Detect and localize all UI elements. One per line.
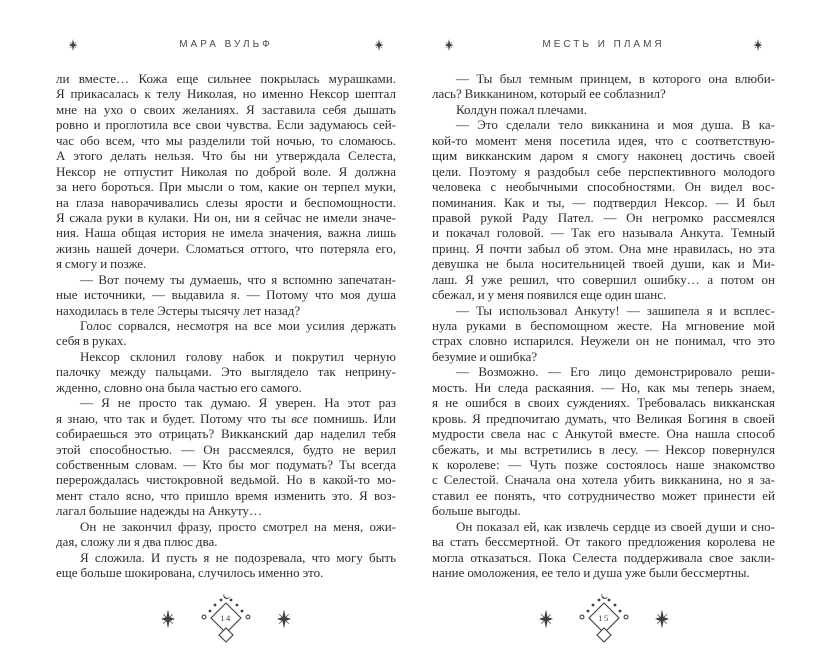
moon-crescent-icon	[223, 593, 230, 599]
sparkle-star-icon	[66, 38, 80, 52]
sparkle-star-icon	[372, 38, 386, 52]
text-line: — Возможно. — Его лицо демонстрировало реши-	[456, 364, 775, 380]
text-line: мудрости свела нас с Анкутой вместе. Она нашла способ	[432, 426, 775, 442]
text-line: больше выгоды.	[432, 503, 521, 519]
text-line: Я сложила. И пусть я не подозревала, что могу быть	[80, 549, 396, 565]
text-line: находилась в теле Эстеры тысячу лет назад?	[56, 302, 301, 318]
text-line: Я прикасалась к телу Николая, но именно Нексор шептал	[56, 86, 396, 102]
text-line: за него бороться. При мысли о том, какие он терпел муки,	[56, 179, 396, 195]
text-line: и покачал головой. — Так его называла Анкута. Темный	[432, 225, 775, 241]
text-line: ва стать бессмертной. От такого предложения королева не	[432, 534, 775, 550]
text-line: час обо всем, что мы разделили той ночью, то сломаюсь.	[56, 132, 396, 148]
text-line: лаш. Я уже решил, что совершил ошибку… а потом он	[432, 271, 775, 287]
text-line: мне на ухо о своих желаниях. Я заставила себя дышать	[56, 101, 396, 117]
text-line: — Ты использовал Анкуту! — зашипела я и всплес-	[456, 302, 775, 318]
text-line: цели. Поэтому я раздобыл себе перспективного молодого	[432, 163, 775, 179]
text-line: щим викканским даром я смогу наконец достичь своей	[432, 148, 775, 164]
sparkle-star-icon	[539, 610, 553, 629]
sparkle-star-icon	[751, 38, 765, 52]
text-line: — Ты был темным принцем, в которого она влюби-	[456, 71, 775, 86]
text-line: с Селестой. Сначала она хотела убить викканина, но я за-	[432, 472, 775, 488]
page-body-text	[56, 71, 396, 580]
text-line: — Вот почему ты думаешь, что я вспомню запечатан-	[80, 271, 396, 287]
text-line: ния. Наша общая история не имела значения, важна лишь	[56, 225, 396, 241]
page-body-text	[432, 71, 775, 580]
text-line: правой рукой Раду Пател. — Он негромко рассмеялся	[432, 209, 775, 225]
text-line: девушка не была носительницей твоей души, как и Ми-	[432, 256, 775, 272]
sparkle-star-icon	[442, 38, 456, 52]
sparkle-star-icon	[161, 610, 175, 629]
sparkle-star-icon	[655, 610, 669, 629]
text-line: человека с необычными способностями. Он видел вос-	[432, 179, 775, 195]
text-line: — Я не просто так думаю. Я уверен. На этот раз	[80, 395, 396, 411]
text-line: безумие и ошибка?	[432, 348, 538, 364]
text-line: Я сжала руки в кулаки. Ни он, ни я сейчас не имели значе-	[56, 209, 396, 225]
header-title: МАРА ВУЛЬФ	[179, 39, 273, 50]
text-line: Голос сорвался, несмотря на все мои усилия держать	[80, 318, 396, 333]
moon-crescent-icon	[601, 593, 608, 599]
text-line: к королеве: — Чуть позже состоялось наше знакомство	[432, 456, 775, 472]
page-number: 14	[220, 613, 232, 623]
page-left	[56, 0, 396, 661]
text-line: мент стало ясно, что пришло время изменить это. Я воз-	[56, 487, 396, 503]
text-line: собираешься это отрицать? Викканский дар наделил тебя	[56, 426, 396, 442]
text-line: ли вместе… Кожа еще сильнее покрылась мурашками.	[56, 71, 396, 86]
text-line: жденно, словно она была частью его самого.	[56, 379, 302, 395]
text-line: лась? Викканином, который ее соблазнил?	[432, 86, 666, 102]
running-header-left	[56, 37, 396, 53]
text-line: я знаю, что так и будет. Потому что ты все помнишь. Или	[56, 410, 396, 426]
text-line: — Это сделали тело викканина и моя душа. В ка-	[456, 117, 775, 133]
text-line: себя в руках.	[56, 333, 127, 349]
text-line: еще больше шокирована, случилось именно это.	[56, 565, 324, 580]
text-line: жизнь нашей дочери. Сломаться оттого, что потеряла его,	[56, 240, 396, 256]
text-line: сбежать, и мы встретились в лесу. — Нексор повернулся	[432, 441, 775, 457]
footer-ornament	[151, 592, 301, 646]
text-line: А этого делать нельзя. Что бы ни утверждала Селеста,	[56, 148, 396, 164]
sparkle-star-icon	[277, 610, 291, 629]
diamond-frame	[580, 593, 628, 642]
text-line: перерождалась чистокровной ведьмой. Но в какой-то мо-	[56, 472, 396, 488]
page-number: 15	[597, 613, 610, 623]
text-line: собственным словам. — Кто бы мог подумать? Ты всегда	[56, 456, 396, 472]
text-line: на глаза наворачивались слезы ярости и беспомощности.	[56, 194, 396, 210]
text-line: страх словно испарился. Неужели он не понимал, что это	[432, 333, 775, 349]
text-line: ровно и проглотила все свои чувства. Если задумаюсь сей-	[56, 117, 396, 133]
text-line: сбежал, и у меня появился еще один шанс.	[432, 287, 667, 303]
text-line: Колдун пожал плечами.	[456, 101, 587, 117]
text-line: мость. Ни следа раскаяния. — Но, как мы теперь знаем,	[432, 379, 775, 395]
text-line: дая, сложу ли я два плюс два.	[56, 534, 218, 550]
text-line: поминания. Как и ты, — подтвердил Нексор. — И был	[432, 194, 775, 210]
text-line: принц. Я почти забыл об этом. Она мне нравилась, но эта	[432, 240, 775, 256]
text-line: могла отказаться. Пока Селеста поддерживала свое закли-	[432, 549, 775, 565]
text-line: Он показал ей, как извлечь сердце из своей души и сно-	[456, 518, 775, 534]
text-line: я смогу и позже.	[56, 256, 147, 272]
text-line: я не ошибся в своих суждениях. Требовалась викканская	[432, 395, 775, 411]
diamond-frame	[202, 593, 250, 642]
page-right	[432, 0, 775, 661]
text-line: этой способностью. — Он рассмеялся, будто не верил	[56, 441, 396, 457]
text-line: ные источники, — выдавила я. — Потому что моя душа	[56, 287, 396, 303]
text-line: кровь. Я предпочитаю думать, что Великая Богиня в своей	[432, 410, 775, 426]
text-line: нула руками в беспомощном жесте. На мгновение мой	[432, 318, 775, 333]
text-line: нание омоложения, ее тело и душа уже были бессмертны.	[432, 565, 750, 580]
running-header-right	[432, 37, 775, 53]
text-line: палочку между пальцами. Это выглядело так неприну-	[56, 364, 396, 380]
text-line: кой-то момент меня посетила идея, что с соответствую-	[432, 132, 775, 148]
text-line: Нексор не отпустит Николая по доброй воле. Я должна	[56, 163, 396, 179]
header-title: МЕСТЬ И ПЛАМЯ	[542, 39, 665, 50]
footer-ornament	[529, 592, 679, 646]
text-line: Он не закончил фразу, просто смотрел на меня, ожи-	[80, 518, 396, 534]
text-line: лагал большие надежды на Анкуту…	[56, 503, 263, 519]
text-line: Нексор склонил голову набок и покрутил черную	[80, 348, 396, 364]
text-line: ставил ее понять, что сотрудничество может принести ей	[432, 487, 775, 503]
